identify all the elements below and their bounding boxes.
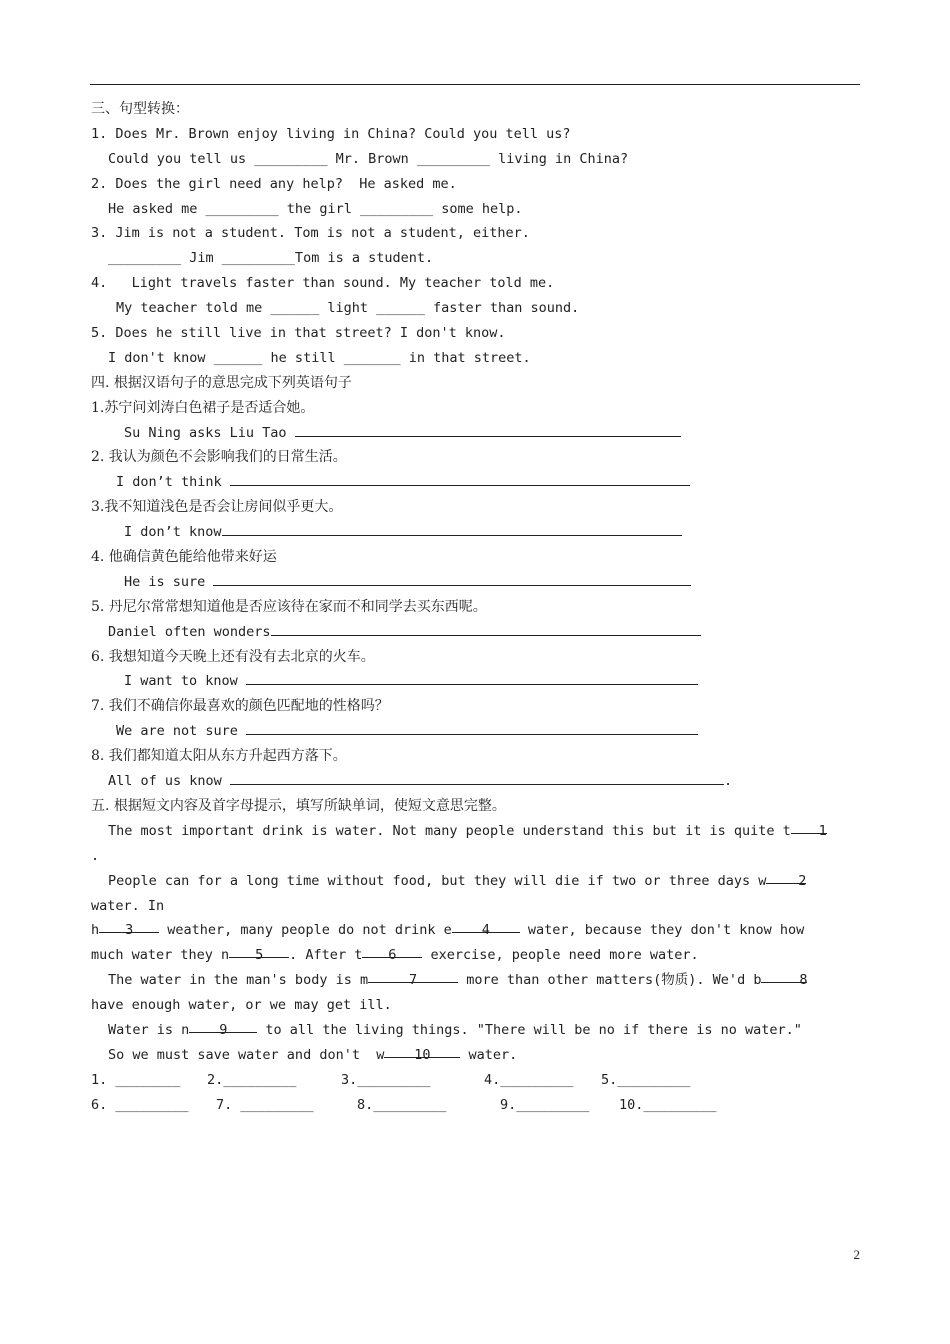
- s3-a3: _________ Jim _________Tom is a student.: [108, 250, 434, 267]
- s4-en2-text: I don’t think: [116, 474, 222, 491]
- s4-en8-end: .: [723, 773, 733, 790]
- blank-number: 6: [388, 947, 397, 964]
- passage-line-7: [91, 1018, 861, 1043]
- s4-en1-text: Su Ning asks Liu Tao: [124, 424, 287, 441]
- passage-text: Water is n: [108, 1021, 190, 1038]
- passage-line-5: [91, 968, 861, 993]
- blank-8[interactable]: [761, 968, 808, 989]
- s3-a5: I don't know ______ he still _______ in that street.: [108, 349, 531, 366]
- s4-en6: [91, 669, 861, 694]
- answer-line[interactable]: [213, 573, 691, 586]
- s4-en7-text: We are not sure: [116, 723, 238, 740]
- worksheet-content: [91, 97, 861, 1118]
- section5-heading: 五. 根据短文内容及首字母提示，填写所缺单词，使短文意思完整。: [91, 797, 506, 814]
- answer-line[interactable]: [246, 672, 698, 685]
- answer-slot-10[interactable]: 10._________: [619, 1096, 717, 1113]
- s4-en5: [91, 620, 861, 645]
- s3-q1: 1. Does Mr. Brown enjoy living in China? Could you tell us?: [91, 125, 571, 142]
- passage-text: The water in the man's body is m: [108, 972, 369, 989]
- blank-number: 1: [818, 822, 827, 839]
- s4-en8-text: All of us know: [108, 773, 222, 790]
- answer-slot-3[interactable]: 3._________: [341, 1071, 431, 1088]
- s4-zh4: 4. 他确信黄色能给他带来好运: [91, 549, 277, 566]
- s4-en1: [91, 421, 861, 446]
- answer-line[interactable]: [230, 772, 724, 785]
- answer-slot-5[interactable]: 5._________: [601, 1071, 691, 1088]
- answer-line[interactable]: [295, 424, 681, 437]
- header-rule: [90, 84, 860, 85]
- passage-text: The most important drink is water. Not many people understand this but it is quite t: [108, 822, 791, 839]
- blank-number: 9: [219, 1021, 228, 1038]
- passage-text: water, because they don't know how: [527, 922, 805, 939]
- passage-line-2b: water. In: [91, 897, 165, 914]
- passage-text: exercise, people need more water.: [430, 947, 699, 964]
- blank-number: 8: [799, 972, 808, 989]
- answer-slot-9[interactable]: 9._________: [500, 1096, 590, 1113]
- blank-9[interactable]: [189, 1018, 257, 1038]
- passage-text: h: [91, 922, 100, 939]
- passage-text: water.: [468, 1046, 518, 1063]
- blank-5[interactable]: [229, 943, 289, 964]
- blank-number: 3: [125, 922, 134, 939]
- blank-3[interactable]: [99, 918, 159, 939]
- passage-text: . After t: [289, 947, 363, 964]
- answer-slot-7[interactable]: 7. _________: [216, 1096, 314, 1113]
- passage-text: So we must save water and don't w: [108, 1046, 385, 1063]
- blank-number: 2: [798, 872, 807, 889]
- s4-zh1: 1.苏宁问刘涛白色裙子是否适合她。: [91, 399, 315, 416]
- s3-q2: 2. Does the girl need any help? He asked me.: [91, 175, 457, 192]
- s4-en6-text: I want to know: [124, 673, 238, 690]
- s4-zh8: 8. 我们都知道太阳从东方升起西方落下。: [91, 748, 347, 765]
- s4-en4: [91, 570, 861, 595]
- passage-line-8: [91, 1043, 861, 1068]
- s4-zh5: 5. 丹尼尔常常想知道他是否应该待在家而不和同学去买东西呢。: [91, 598, 487, 615]
- passage-text: People can for a long time without food, but they will die if two or three days w: [108, 872, 767, 889]
- answer-row-1: [91, 1068, 861, 1093]
- answer-line[interactable]: [246, 722, 698, 735]
- passage-text: weather, many people do not drink e: [167, 922, 452, 939]
- passage-line-2: [91, 869, 861, 894]
- s4-zh3: 3.我不知道浅色是否会让房间似乎更大。: [91, 499, 343, 516]
- passage-line-1: [91, 819, 861, 844]
- answer-slot-1[interactable]: 1. ________: [91, 1071, 181, 1088]
- blank-6[interactable]: [362, 943, 422, 964]
- s3-q4: 4. Light travels faster than sound. My teacher told me.: [91, 275, 555, 292]
- answer-slot-8[interactable]: 8._________: [357, 1096, 447, 1113]
- blank-1[interactable]: [791, 819, 827, 839]
- passage-line-3: [91, 918, 861, 943]
- answer-line[interactable]: [271, 623, 701, 636]
- page-number: 2: [853, 1247, 860, 1262]
- s4-en3-text: I don’t know: [124, 524, 222, 541]
- passage-line-1b: .: [91, 847, 100, 864]
- blank-number: 7: [409, 972, 418, 989]
- s3-a1: Could you tell us _________ Mr. Brown _________ living in China?: [108, 150, 629, 167]
- s3-a4: My teacher told me ______ light ______ faster than sound.: [116, 300, 580, 317]
- s4-en2: [91, 470, 861, 495]
- s4-en8: [91, 769, 861, 794]
- s4-zh6: 6. 我想知道今天晚上还有没有去北京的火车。: [91, 648, 375, 665]
- blank-number: 4: [481, 922, 490, 939]
- s4-en7: [91, 719, 861, 744]
- answer-slot-6[interactable]: 6. _________: [91, 1096, 189, 1113]
- blank-4[interactable]: [452, 918, 520, 939]
- passage-text: to all the living things. "There will be no if there is no water.": [265, 1021, 802, 1038]
- passage-line-4: [91, 943, 861, 968]
- answer-line[interactable]: [230, 473, 690, 486]
- blank-number: 10: [414, 1046, 431, 1063]
- answer-slot-2[interactable]: 2._________: [207, 1071, 297, 1088]
- s3-q5: 5. Does he still live in that street? I don't know.: [91, 325, 506, 342]
- s3-a2: He asked me _________ the girl _________ some help.: [108, 200, 523, 217]
- section4-heading: 四. 根据汉语句子的意思完成下列英语句子: [91, 374, 352, 391]
- s4-zh2: 2. 我认为颜色不会影响我们的日常生活。: [91, 449, 347, 466]
- s3-q3: 3. Jim is not a student. Tom is not a student, either.: [91, 225, 530, 242]
- passage-line-6: have enough water, or we may get ill.: [91, 997, 392, 1014]
- s4-en4-text: He is sure: [124, 573, 206, 590]
- answer-line[interactable]: [222, 523, 682, 536]
- answer-row-2: [91, 1093, 861, 1118]
- blank-number: 5: [255, 947, 264, 964]
- blank-7[interactable]: [368, 968, 458, 989]
- passage-text: more than other matters(物质). We'd b: [466, 972, 762, 989]
- passage-text: much water they n: [91, 947, 230, 964]
- blank-10[interactable]: [384, 1043, 460, 1063]
- s4-zh7: 7. 我们不确信你最喜欢的颜色匹配地的性格吗？: [91, 698, 389, 715]
- blank-2[interactable]: [766, 869, 807, 889]
- s4-en5-text: Daniel often wonders: [108, 623, 271, 640]
- answer-slot-4[interactable]: 4._________: [484, 1071, 574, 1088]
- section3-heading: 三、句型转换：: [91, 101, 189, 117]
- s4-en3: [91, 520, 861, 545]
